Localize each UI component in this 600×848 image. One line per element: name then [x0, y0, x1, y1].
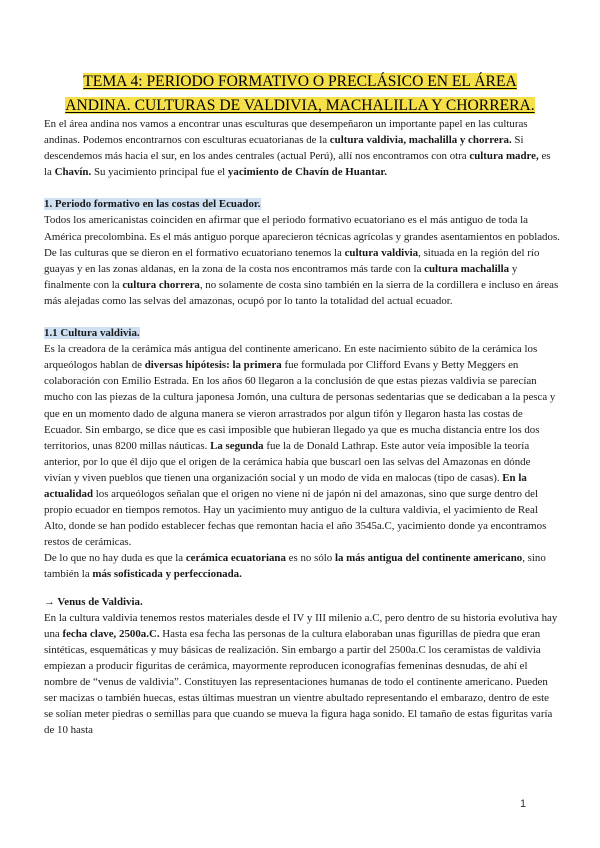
intro-paragraph: En el área andina nos vamos a encontrar unas esculturas que desempeñaron un importante papel en las culturas andinas. Podemos encontrarnos con esculturas ecuatorianas de la cultura valdivia, machalilla y chorrera. Si descendemos más hacia el sur, en los andes centrales (actual Perú), allí nos encontramos con otra cultura madre, es la Chavín. Su yacimiento principal fue el yacimiento de Chavín de Huantar.	[44, 118, 551, 179]
venus-heading: → Venus de Valdivia.	[44, 595, 143, 608]
title-line-1: TEMA 4: PERIODO FORMATIVO O PRECLÁSICO EN EL ÁREA	[83, 73, 517, 90]
page-title	[60, 70, 540, 118]
section-1-1-heading: 1.1 Cultura valdivia.	[44, 327, 140, 340]
section-1-heading: 1. Periodo formativo en las costas del Ecuador.	[44, 198, 261, 211]
venus-paragraph: En la cultura valdivia tenemos restos materiales desde el IV y III milenio a.C, pero dentro de su historia evolutiva hay una fecha clave, 2500a.C. Hasta esa fecha las personas de la cultura elaboraban unas figurillas de piedra que eran sintéticas, esquemáticas y muy básicas de realización. Sin embargo a partir del 2500a.C los ceramistas de valdivia empiezan a producir figuritas de cerámica, mayormente reproducen iconografías femeninas desnudas, de ahí el nombre de “venus de valdivia”. Constituyen las representaciones humanas de todo el continente americano. Pueden ser macizas o también huecas, estas últimas muestran un vientre abultado representando el embarazo, dentro de este se solían meter piedras o semillas para que cuando se mueva la figura haga sonido. El tamaño de estas figuritas varía de 10 hasta	[44, 611, 558, 737]
section-1-1-paragraph: Es la creadora de la cerámica más antigua del continente americano. En este nacimiento súbito de la cerámica los arqueólogos hablan de diversas hipótesis: la primera fue formulada por Clifford Evans y Betty Meggers en colaboración con Emilio Estrada. En los años 60 llegaron a la conclusión de que estas piezas valdivia se parecían mucho con las piezas de la cultura japonesa Jomón, una cultura de personas sedentarias que se dedicaban a la pesca y que en un momento dado de alguna manera se vieron arrastrados por algun tifón y llegaron hasta las costas de Ecuador. Sin embargo, se dice que es casi imposible que hubieran llegado ya que es mucha distancia entre los dos territorios, unas 8200 millas náuticas. La segunda fue la de Donald Lathrap. Este autor veía imposible la teoría anterior, por lo que él dijo que el origen de la cerámica había que buscarl oen las selvas del Amazonas en dónde vivían y viven pueblos que tienen una organización social y un modo de vida en malocas (tipo de casas). En la actualidad los arqueólogos señalan que el origen no viene ni de japón ni del amazonas, sino que surge dentro del propio ecuador en tiempos remotos. Hay un yacimiento muy antiguo de la cultura valdivia, el yacimiento de Real Alto, donde se han podido establecer fechas que remontan hacia el año 3545a.C, yacimiento donde ya encontramos restos de cerámicas.	[44, 343, 556, 549]
document-body	[44, 116, 560, 738]
page-number: 1	[520, 798, 527, 810]
title-line-2: ANDINA. CULTURAS DE VALDIVIA, MACHALILLA Y CHORRERA.	[65, 97, 535, 114]
section-1-paragraph: Todos los americanistas coinciden en afirmar que el periodo formativo ecuatoriano es el más antiguo de toda la América precolombina. Es el más antiguo porque aparecieron técnicas agrícolas y grandes asentamientos en poblados. De las culturas que se dieron en el formativo ecuatoriano tenemos la cultura valdivia, situada en la región del río guayas y en las zonas aldanas, en la zona de la costa nos encontramos más tarde con la cultura machalilla y finalmente con la cultura chorrera, no solamente de costa sino también en la sierra de la cordillera e incluso en áreas más alejadas como las selvas del amazonas, ocupó por lo tanto la totalidad del actual ecuador.	[44, 214, 560, 307]
section-1-1-conclusion: De lo que no hay duda es que la cerámica ecuatoriana es no sólo la más antigua del continente americano, sino también la más sofisticada y perfeccionada.	[44, 552, 546, 581]
